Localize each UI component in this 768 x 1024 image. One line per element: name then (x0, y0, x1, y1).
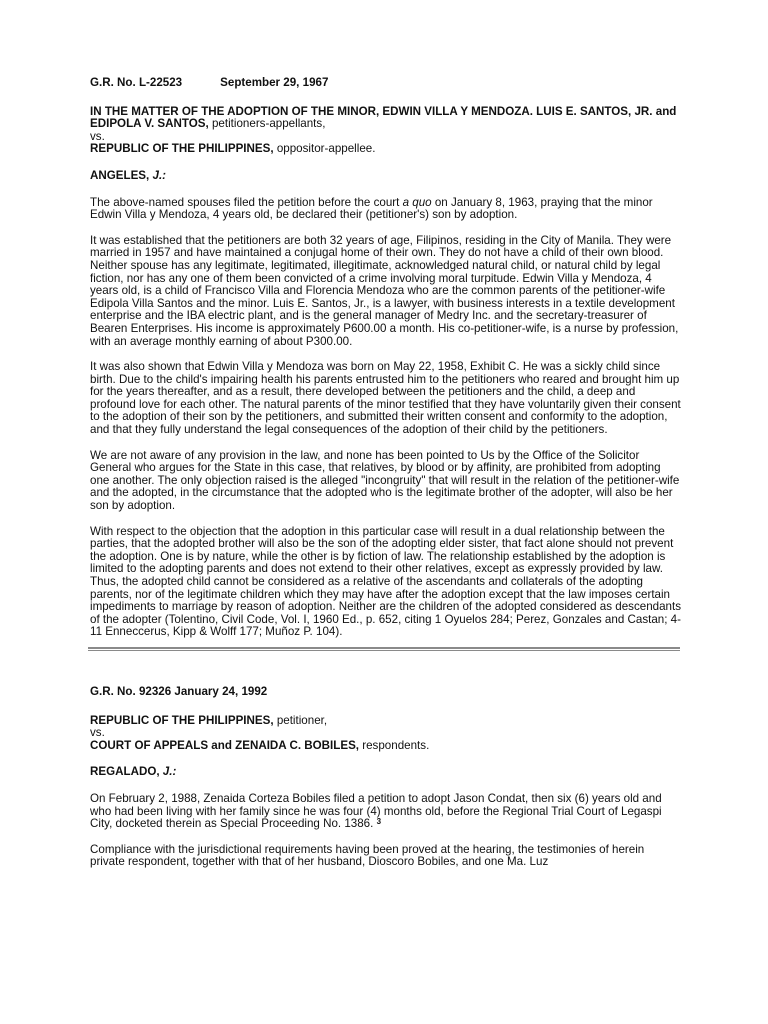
case1-caption-title: IN THE MATTER OF THE ADOPTION OF THE MINOR, EDWIN VILLA Y MENDOZA. LUIS E. SANTOS, JR. and EDIPOLA V. SANTOS, (90, 104, 677, 131)
case1-ponente-suffix: J.: (152, 168, 167, 182)
footnote-ref[interactable]: 3 (376, 817, 382, 827)
case1-ponente-name: ANGELES, (90, 168, 150, 182)
case1-paragraph-5: With respect to the objection that the adoption in this particular case will result in a dual relationship between the parties, that the adopted brother will also be the son of the adopting elder sister, that fact alone should not prevent the adoption. One is by nature, while the other is by fiction of law. The relationship established by the adoption is limited to the adopting parents and does not extend to their other relatives, except as expressly provided by law. Thus, the adopted child cannot be considered as a relative of the ascendants and collaterals of the adopting parents, nor of the legitimate children which they may have after the adoption except that the law imposes certain impediments to marriage by reason of adoption. Neither are the children of the adopted considered as descendants of the adopter (Tolentino, Civil Code, Vol. I, 1960 Ed., p. 652, citing 1 Oyuelos 284; Perez, Gonzales and Castan; 4-11 Enneccerus, Kipp & Wolff 177; Muñoz P. 104). (90, 524, 681, 639)
case1-header (90, 77, 682, 90)
case1-paragraph-1 (90, 197, 682, 222)
case2-petitioner: REPUBLIC OF THE PHILIPPINES, (90, 713, 274, 727)
case1-ponente (90, 170, 682, 183)
case1-paragraph-4: We are not aware of any provision in the law, and none has been pointed to Us by the Office of the Solicitor General who argues for the State in this case, that relatives, by blood or by affinity, are prohibited from adopting one another. The only objection raised is the alleged "incongruity" that will result in the relation of the petitioner-wife and the adopted, in the circumstance that the adopted who is the legitimate brother of the adopter, will also be her son by adoption. (90, 448, 680, 513)
case2-paragraph-2: Compliance with the jurisdictional requirements having been proved at the hearing, the testimonies of herein private respondent, together with that of her husband, Dioscoro Bobiles, and one Ma. Luz (90, 842, 645, 869)
case2-ponente-suffix: J.: (162, 765, 177, 779)
case1-respondent: REPUBLIC OF THE PHILIPPINES, (90, 142, 274, 156)
case1-p1-text-b: on January 8, 1963, praying that the minor Edwin Villa y Mendoza, 4 years old, be declared their (petitioner's) son by adoption. (90, 195, 653, 222)
case1-respondent-role: oppositor-appellee. (273, 142, 376, 156)
case1-paragraph-2: It was established that the petitioners are both 32 years of age, Filipinos, residing in the City of Manila. They were married in 1957 and have maintained a conjugal home of their own. They do not have a child of their own blood. Neither spouse has any legitimate, legitimated, illegitimate, acknowledged natural child, or natural child by legal fiction, nor has any one of them been convicted of a crime involving moral turpitude. Edwin Villa y Mendoza, 4 years old, is a child of Francisco Villa and Florencia Mendoza who are the common parents of the petitioner-wife Edipola Villa Santos and the minor. Luis E. Santos, Jr., is a lawyer, with business interests in a textile development enterprise and the IBA electric plant, and is the general manager of Medry Inc. and the secretary-treasurer of Bearen Enterprises. His income is approximately P600.00 a month. His co-petitioner-wife, is a nurse by profession, with an average monthly earning of about P300.00. (90, 233, 679, 348)
case2-respondents-role: respondents. (359, 738, 430, 752)
case1-p1-italic: a quo (402, 195, 432, 209)
case2-petitioner-role: petitioner, (273, 713, 328, 727)
case1-date: September 29, 1967 (220, 76, 329, 89)
case1-p1-text-a: The above-named spouses filed the petition before the court (90, 195, 403, 209)
case2-vs: vs. (90, 726, 105, 740)
case1-caption-role: petitioners-appellants, (208, 117, 326, 131)
case2-ponente (90, 766, 682, 779)
document-page (90, 77, 682, 869)
case2-caption (90, 715, 682, 753)
case1-gr-number: G.R. No. L-22523 (90, 76, 183, 89)
case2-respondents: COURT OF APPEALS and ZENAIDA C. BOBILES, (90, 738, 360, 752)
case2-header: G.R. No. 92326 January 24, 1992 (90, 684, 268, 698)
case1-caption (90, 106, 682, 156)
case2-ponente-name: REGALADO, (90, 765, 160, 779)
case1-vs: vs. (90, 129, 105, 143)
case1-paragraph-3: It was also shown that Edwin Villa y Mendoza was born on May 22, 1958, Exhibit C. He was a sickly child since birth. Due to the child's impairing health his parents entrusted him to the petitioners who reared and brought him up for the years thereafter, and as a result, there developed between the petitioners and the child, a deep and profound love for each other. The natural parents of the minor testified that they have voluntarily given their consent to the adoption of their son by the petitioners, and submitted their written consent and conformity to the adoption, and that they fully understand the legal consequences of the adoption of their child by the petitioners. (90, 360, 681, 437)
section-divider (88, 647, 680, 651)
case2-p1-text: On February 2, 1988, Zenaida Corteza Bobiles filed a petition to adopt Jason Condat, then six (6) years old and who had been living with her family since he was four (4) months old, before the Regional Trial Court of Legaspi City, docketed therein as Special Proceeding No. 1386. (90, 791, 662, 831)
case2-paragraph-1 (90, 793, 682, 831)
